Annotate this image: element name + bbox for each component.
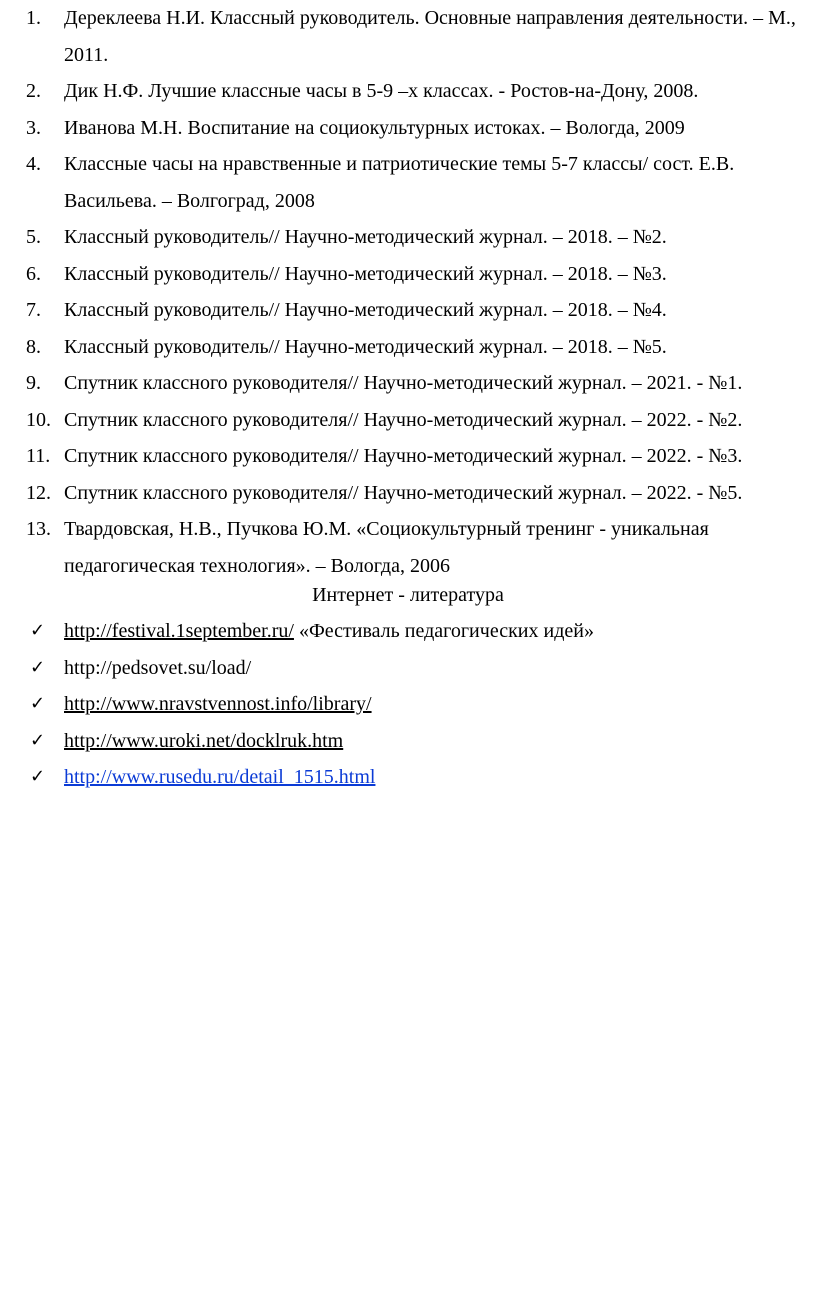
- reference-item-2: [26, 73, 796, 110]
- reference-text: Классный руководитель// Научно-методический журнал. – 2018. – №5.: [64, 335, 667, 358]
- checkmark-icon: ✓: [30, 620, 46, 641]
- reference-number: 9.: [26, 372, 41, 394]
- reference-item-1: [26, 0, 796, 73]
- link-item: [30, 613, 800, 650]
- reference-number: 7.: [26, 299, 41, 321]
- rusedu-link[interactable]: http://www.rusedu.ru/detail_1515.html: [64, 766, 376, 788]
- festival-link[interactable]: http://festival.1september.ru/: [64, 620, 294, 642]
- reference-number: 3.: [26, 116, 41, 139]
- reference-text: Твардовская, Н.В., Пучкова Ю.М. «Социокультурный тренинг - уникальная педагогическая технология». – Вологда, 2006: [64, 518, 709, 577]
- reference-item-7: [26, 292, 796, 329]
- link-item: [30, 723, 800, 760]
- reference-number: 10.: [26, 408, 51, 431]
- reference-number: 2.: [26, 80, 41, 102]
- reference-item-11: [26, 438, 796, 475]
- reference-text: Классный руководитель// Научно-методический журнал. – 2018. – №2.: [64, 226, 667, 248]
- link-description: «Фестиваль педагогических идей»: [293, 620, 594, 642]
- link-item: [30, 759, 800, 796]
- reference-item-3: [26, 110, 796, 147]
- reference-number: 13.: [26, 518, 51, 540]
- reference-text: Спутник классного руководителя// Научно-методический журнал. – 2022. - №2.: [64, 408, 743, 431]
- checkmark-icon: ✓: [30, 656, 46, 678]
- internet-section-heading: Интернет - литература: [312, 584, 504, 606]
- checkmark-icon: ✓: [30, 693, 46, 714]
- reference-text: Дереклеева Н.И. Классный руководитель. Основные направления деятельности. – М., 2011.: [64, 7, 796, 66]
- reference-item-13: [26, 511, 796, 584]
- reference-item-9: [26, 365, 796, 402]
- reference-text: Дик Н.Ф. Лучшие классные часы в 5-9 –х классах. - Ростов-на-Дону, 2008.: [64, 80, 699, 102]
- nravstvennost-link[interactable]: http://www.nravstvennost.info/library/: [64, 693, 372, 715]
- reference-number: 4.: [26, 153, 41, 175]
- reference-number: 11.: [26, 445, 51, 467]
- reference-number: 12.: [26, 481, 51, 504]
- checkmark-icon: ✓: [30, 766, 46, 787]
- link-item: [30, 650, 800, 687]
- reference-item-5: [26, 219, 796, 256]
- reference-number: 1.: [26, 7, 41, 29]
- reference-list: [26, 0, 796, 584]
- reference-number: 5.: [26, 226, 41, 248]
- reference-item-4: [26, 146, 796, 219]
- reference-number: 6.: [26, 262, 41, 285]
- reference-text: Иванова М.Н. Воспитание на социокультурных истоках. – Вологда, 2009: [64, 116, 685, 139]
- reference-text: Спутник классного руководителя// Научно-методический журнал. – 2022. - №5.: [64, 481, 743, 504]
- uroki-link[interactable]: http://www.uroki.net/docklruk.htm: [64, 729, 344, 752]
- reference-text: Спутник классного руководителя// Научно-методический журнал. – 2022. - №3.: [64, 445, 743, 467]
- reference-item-12: [26, 475, 796, 512]
- reference-text: Классный руководитель// Научно-методический журнал. – 2018. – №3.: [64, 262, 667, 285]
- reference-number: 8.: [26, 335, 41, 358]
- reference-text: Классные часы на нравственные и патриотические темы 5-7 классы/ сост. Е.В. Васильева. – Волгоград, 2008: [64, 153, 735, 212]
- pedsovet-link[interactable]: http://pedsovet.su/load/: [64, 656, 252, 679]
- reference-item-8: [26, 329, 796, 366]
- reference-text: Спутник классного руководителя// Научно-методический журнал. – 2021. - №1.: [64, 372, 743, 394]
- checkmark-icon: ✓: [30, 729, 46, 751]
- reference-text: Классный руководитель// Научно-методический журнал. – 2018. – №4.: [64, 299, 667, 321]
- reference-item-10: [26, 402, 796, 439]
- internet-link-list: [30, 613, 800, 796]
- reference-item-6: [26, 256, 796, 293]
- link-item: [30, 686, 800, 723]
